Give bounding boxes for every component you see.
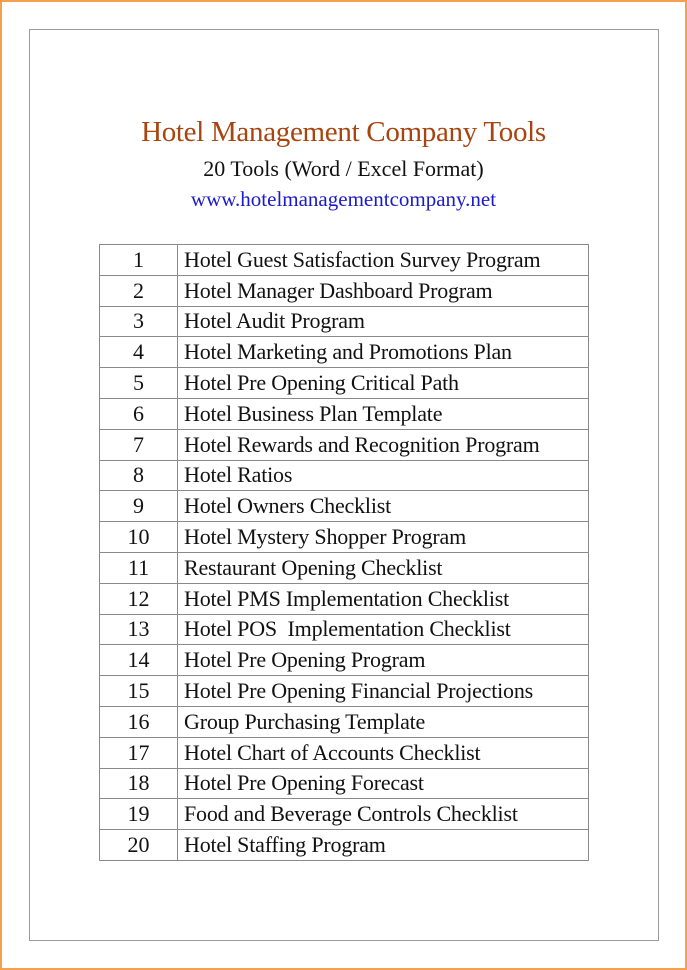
- tool-name: Hotel PMS Implementation Checklist: [178, 583, 589, 614]
- table-row: [100, 522, 589, 553]
- table-row: [100, 706, 589, 737]
- table-row: [100, 552, 589, 583]
- tool-name: Hotel Manager Dashboard Program: [178, 275, 589, 306]
- tool-number: 12: [100, 583, 178, 614]
- tool-number: 5: [100, 368, 178, 399]
- table-row: [100, 245, 589, 276]
- tool-name: Hotel Owners Checklist: [178, 491, 589, 522]
- tool-name: Group Purchasing Template: [178, 706, 589, 737]
- tool-name: Hotel Pre Opening Program: [178, 645, 589, 676]
- tool-name: Hotel POS Implementation Checklist: [178, 614, 589, 645]
- table-row: [100, 583, 589, 614]
- tool-name: Food and Beverage Controls Checklist: [178, 799, 589, 830]
- tool-number: 19: [100, 799, 178, 830]
- tool-name: Hotel Ratios: [178, 460, 589, 491]
- tool-name: Hotel Chart of Accounts Checklist: [178, 737, 589, 768]
- tool-number: 6: [100, 398, 178, 429]
- tool-number: 7: [100, 429, 178, 460]
- table-row: [100, 830, 589, 861]
- table-row: [100, 737, 589, 768]
- table-row: [100, 337, 589, 368]
- table-row: [100, 429, 589, 460]
- tool-name: Hotel Rewards and Recognition Program: [178, 429, 589, 460]
- tool-number: 14: [100, 645, 178, 676]
- table-row: [100, 398, 589, 429]
- tool-name: Restaurant Opening Checklist: [178, 552, 589, 583]
- tool-number: 3: [100, 306, 178, 337]
- tool-name: Hotel Pre Opening Financial Projections: [178, 676, 589, 707]
- tool-number: 16: [100, 706, 178, 737]
- tool-name: Hotel Staffing Program: [178, 830, 589, 861]
- tool-number: 2: [100, 275, 178, 306]
- website-link[interactable]: www.hotelmanagementcompany.net: [190, 187, 497, 211]
- tool-number: 20: [100, 830, 178, 861]
- table-row: [100, 368, 589, 399]
- document-subtitle: 20 Tools (Word / Excel Format): [203, 156, 484, 181]
- tool-number: 13: [100, 614, 178, 645]
- table-row: [100, 768, 589, 799]
- tool-number: 11: [100, 552, 178, 583]
- tool-number: 18: [100, 768, 178, 799]
- table-row: [100, 645, 589, 676]
- tool-name: Hotel Audit Program: [178, 306, 589, 337]
- tool-number: 10: [100, 522, 178, 553]
- tool-name: Hotel Guest Satisfaction Survey Program: [178, 245, 589, 276]
- table-row: [100, 491, 589, 522]
- table-row: [100, 676, 589, 707]
- tool-number: 15: [100, 676, 178, 707]
- table-row: [100, 306, 589, 337]
- table-row: [100, 614, 589, 645]
- tool-name: Hotel Pre Opening Critical Path: [178, 368, 589, 399]
- table-row: [100, 460, 589, 491]
- tool-number: 4: [100, 337, 178, 368]
- document-title: Hotel Management Company Tools: [141, 116, 546, 148]
- tool-name: Hotel Marketing and Promotions Plan: [178, 337, 589, 368]
- tool-number: 17: [100, 737, 178, 768]
- tool-name: Hotel Pre Opening Forecast: [178, 768, 589, 799]
- tool-number: 8: [100, 460, 178, 491]
- tool-name: Hotel Mystery Shopper Program: [178, 522, 589, 553]
- table-row: [100, 275, 589, 306]
- tool-number: 1: [100, 245, 178, 276]
- tools-table: [99, 244, 589, 861]
- tool-name: Hotel Business Plan Template: [178, 398, 589, 429]
- tool-number: 9: [100, 491, 178, 522]
- table-row: [100, 799, 589, 830]
